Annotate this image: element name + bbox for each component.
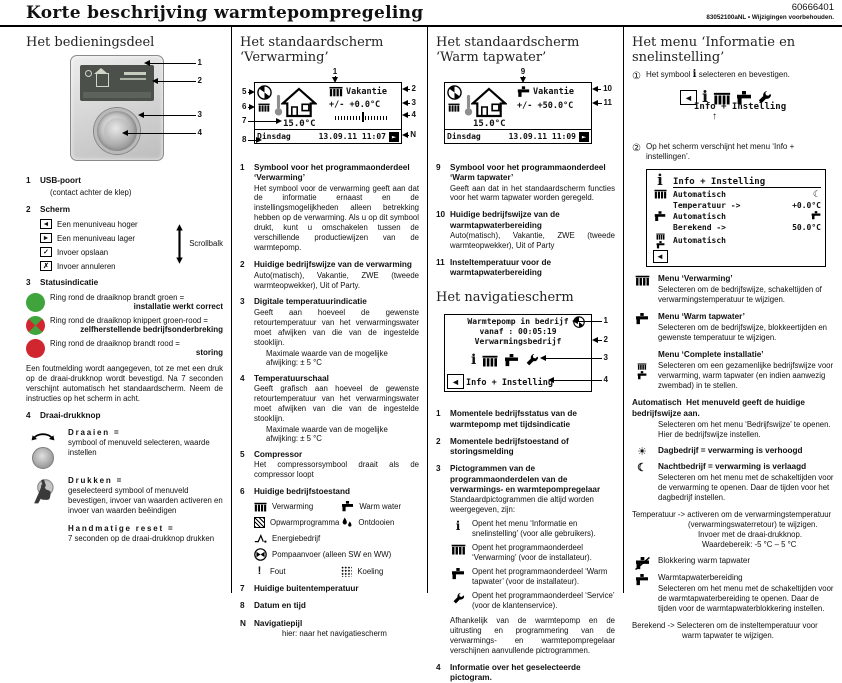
callout-4: 4	[548, 376, 610, 384]
lcd-tapwater	[444, 82, 592, 144]
back-arrow-icon: ◄	[653, 250, 668, 263]
tap-blocked-icon	[635, 557, 650, 570]
callout-9: 9	[520, 67, 526, 83]
temperatuur-section: Temperatuur -> activeren om de verwarmingstemperatuur (verwarmingswaterretour) te wijzigen.	[632, 509, 832, 530]
scherm-title: Scherm	[40, 205, 71, 215]
device-display	[80, 65, 154, 101]
icon-row-figure	[680, 89, 834, 137]
tap-icon	[504, 354, 519, 367]
tap-icon	[637, 371, 647, 380]
press-hand-icon	[30, 478, 56, 504]
nav-display-figure	[436, 310, 615, 402]
picto-service: Opent het programmaonderdeel ‘Service’ (voor de klantenservice).	[450, 591, 615, 611]
sun-icon: ☀	[637, 445, 647, 458]
state-warmwater: Warm water	[341, 501, 419, 512]
callout-N: N	[402, 131, 418, 139]
house-icon	[281, 87, 317, 118]
green-ring-icon	[26, 293, 45, 312]
tap-icon	[451, 568, 465, 580]
house-icon	[471, 87, 507, 118]
save-icon: ✓	[40, 247, 52, 257]
state-fout: ! Fout	[254, 566, 339, 577]
scherm-item: ✗ Invoer annuleren	[40, 261, 171, 271]
section-6: 6 Huidige bedrijfstoestand Verwarming Warm water Opwarmprogramma Ontdooien Energiebedrijf Pompaanvoer (alleen SW en WW) ! Fout Koeling	[240, 487, 419, 577]
device-body	[70, 55, 164, 161]
state-verwarming: Verwarming	[254, 501, 339, 512]
callout-2: 2	[402, 85, 418, 93]
callout-3: 3	[138, 111, 204, 119]
callout-7: 7	[240, 117, 282, 125]
col1-title: Het bedieningsdeel	[26, 35, 155, 50]
callout-3: 3	[402, 99, 418, 107]
step-1: ① Het symbool i selecteren en bevestigen.	[632, 69, 790, 82]
callout-5: 5	[240, 88, 255, 96]
column-info-snelinstelling	[623, 27, 842, 641]
radiator-icon	[637, 363, 647, 370]
tap-icon	[341, 501, 354, 512]
radiator-icon	[635, 275, 650, 286]
info-icon: i	[471, 352, 477, 369]
callout-3: 3	[540, 354, 610, 362]
usb-note: (contact achter de klep)	[50, 188, 132, 198]
tap-icon	[811, 211, 821, 220]
picto-verwarming: Opent het programmaonderdeel ‘Verwarming’ (voor de installateur).	[450, 543, 615, 563]
iconbar-label: Info + Instelling	[694, 102, 787, 112]
col3-title: Het standaardscherm ‘Warm tapwater’	[436, 35, 580, 65]
temp-offset: +/- +0.0°C	[329, 100, 381, 110]
status-note: Een foutmelding wordt aangegeven, tot ze met een druk op de draai-drukknop wordt bevestigd. Na 7 seconden verschijnt automatisch het standaardscherm. Neem de instructies op het scherm in acht.	[26, 363, 223, 403]
green-red-ring-icon	[26, 316, 45, 335]
picto-info: i Opent het menu ‘Informatie en snelinstelling’ (voor alle gebruikers).	[450, 519, 615, 539]
state-koeling: Koeling	[341, 566, 419, 577]
callout-10: 10	[592, 85, 614, 93]
section-7: 7 Huidige buitentemperatuur	[240, 584, 359, 594]
callout-1: 1	[332, 67, 338, 83]
picto-tapwater: Opent het programmaonderdeel ‘Warm tapwater’ (voor de installateur).	[450, 567, 615, 587]
callout-6: 6	[240, 103, 255, 111]
back-arrow-icon: ◄	[447, 374, 464, 389]
nav-title: Het navigatiescherm	[436, 290, 574, 306]
verwarming-display-figure	[240, 67, 419, 156]
energy-icon	[254, 533, 267, 543]
heatprogram-icon	[254, 517, 265, 528]
red-ring-icon	[26, 339, 45, 358]
compressor-icon	[447, 85, 462, 100]
wrench-icon	[525, 353, 539, 367]
knob-icon	[32, 447, 54, 469]
rotate-arrow-icon	[30, 429, 56, 441]
callout-2: 2	[592, 336, 610, 344]
blokkering-section: Blokkering warm tapwater	[632, 556, 834, 570]
section-3: 3 Digitale temperatuurindicatie Geeft aan hoeveel de gewenste retourtemperatuur van het verwarmingswater moet afwijken van die van de ingestelde stooklijn. Maximale waarde van de mogelijke afwijking: ± 5 °C	[240, 297, 419, 367]
state-pompaanvoer: Pompaanvoer (alleen SW en WW)	[254, 548, 419, 561]
page-title: Korte beschrijving warmtepompregeling	[26, 3, 424, 23]
scherm-item: ◄ Een menuniveau hoger	[40, 219, 171, 229]
nav-line2: vanaf : 00:05:19	[479, 327, 557, 337]
cooling-icon	[341, 566, 352, 577]
section-10: 10 Huidige bedrijfswijze van de warmtapwaterbereiding Auto(matisch), Vakantie, ZWE (tweede warmteopwekker), Uit of Party	[436, 210, 615, 250]
tap-icon	[656, 241, 665, 249]
scrollbar-icon	[175, 224, 184, 264]
section-usb: 1 USB-poort (contact achter de klep)	[26, 176, 223, 198]
knob-title: Draai-drukknop	[40, 410, 101, 420]
column-bedieningsdeel	[0, 27, 231, 593]
menu-row: Automatisch	[651, 211, 821, 222]
nachtbedrijf-section: ☾ Nachtbedrijf = verwarming is verlaagd Selecteren om het menu met de schakeltijden voor de verwarming te openen. Daar de tijden voor het dagbedrijf instellen.	[632, 462, 834, 503]
tap-icon	[654, 211, 666, 222]
callout-8: 8	[240, 136, 262, 144]
section-8: 8 Datum en tijd	[240, 601, 306, 611]
automatisch-section: Automatisch Het menuveld geeft de huidige bedrijfswijze aan. Selecteren om het menu ‘Bedrijfswijze’ te openen. Hier de bedrijfswijze instellen.	[632, 398, 831, 439]
callout-11: 11	[592, 99, 614, 107]
doc-number: 60666401	[791, 2, 834, 13]
column-warm-tapwater	[427, 27, 623, 682]
info-instelling-menu	[646, 169, 826, 267]
column-verwarming	[231, 27, 427, 638]
wrench-icon	[452, 592, 465, 605]
menu-up-icon: ◄	[40, 219, 52, 229]
nav-footer: Info + Instelling	[466, 378, 553, 389]
tapwater-display-figure	[436, 67, 615, 156]
menu-complete-section: Menu ‘Complete installatie’ Selecteren om een gezamenlijke bedrijfswijze voor verwarming, warm tapwater (en indien aanwezig zwembad) in te stellen.	[632, 350, 834, 391]
state-energiebedrijf: Energiebedrijf	[254, 533, 339, 543]
knob-press-row: Drukken = geselecteerd symbool of menuveld bevestigen, invoer van waarden activeren en invoer van waarden beëindigen Handmatige reset = 7 seconden op de draai-drukknop drukken	[26, 476, 223, 544]
tap-icon	[635, 313, 649, 325]
dagbedrijf-section: ☀ Dagbedrijf = verwarming is verhoogd	[632, 446, 834, 458]
page-header	[0, 0, 842, 27]
menu-down-icon: ►	[40, 233, 52, 243]
info-icon: i	[692, 69, 697, 80]
info-icon: i	[455, 519, 461, 534]
menu-header: Info + Instelling	[673, 177, 821, 188]
section-2: 2 Huidige bedrijfswijze van de verwarming Auto(matisch), Vakantie, ZWE (tweede warmteopwekker), Uit of Party.	[240, 260, 419, 290]
nav-arrow-button: ►	[579, 132, 589, 142]
step-2: ② Op het scherm verschijnt het menu ‘Info + instellingen’.	[632, 142, 795, 162]
outdoor-temp: 15.0°C	[473, 119, 506, 129]
complete-installation-icon	[651, 233, 669, 249]
status-item-red: Ring rond de draaiknop brandt rood = storing	[26, 339, 223, 358]
up-arrow-icon: ↑	[712, 111, 717, 122]
nav-arrow-button: ►	[389, 132, 399, 142]
state-opwarmprogramma: Opwarmprogramma	[254, 517, 339, 528]
tap-icon	[517, 86, 530, 98]
lcd-verwarming	[254, 82, 402, 144]
menu-row: Temperatuur -> +0.0°C	[673, 200, 821, 210]
usb-title: USB-poort	[40, 176, 81, 185]
temp-line3: Waardebereik: -5 °C – 5 °C	[702, 540, 797, 550]
display-datetime: 13.09.11 11:09	[508, 132, 576, 141]
knob-rotate-row: Draaien = symbool of menuveld selecteren, waarde instellen	[26, 428, 223, 469]
mode-label: Vakantie	[533, 87, 574, 97]
control-panel-photo	[26, 55, 223, 169]
info-icon: i	[657, 170, 663, 189]
display-datetime: 13.09.11 11:07	[318, 132, 386, 141]
display-day: Dinsdag	[257, 132, 291, 141]
radiator-icon	[448, 103, 460, 112]
complete-installation-icon	[632, 350, 652, 391]
menu-row: Automatisch ☾	[651, 189, 821, 200]
section-scherm: 2 Scherm ◄ Een menuniveau hoger ► Een menuniveau lager ✓ Invoer opslaan ✗ Invoer annuleren Scrollbalk	[26, 205, 223, 271]
state-ontdooien: Ontdooien	[341, 517, 419, 528]
section-11: 11 Insteltemperatuur voor de warmtapwaterbereiding	[436, 257, 552, 278]
mode-label: Vakantie	[346, 86, 387, 97]
callout-2: 2	[152, 77, 204, 85]
bereiding-section: Warmtapwaterbereiding Selecteren om het menu met de schakeltijden voor de warmtapwaterbereiding te openen. Daar de tijden voor de warmtapwaterblokkering instellen.	[632, 573, 834, 614]
section-status: 3 Statusindicatie	[26, 278, 223, 288]
display-day: Dinsdag	[447, 132, 481, 141]
menu-row: Berekend -> 50.0°C	[673, 222, 821, 232]
nav-section-1: 1 Momentele bedrijfsstatus van de warmtepomp met tijdsindicatie	[436, 409, 577, 429]
temp-set: +/- +50.0°C	[517, 101, 574, 111]
radiator-icon	[329, 86, 343, 97]
callout-4: 4	[402, 111, 418, 119]
menu-verwarming-section: Menu ‘Verwarming’ Selecteren om de bedrijfswijze, schakeltijden of verwarmingstemperatuur te wijzigen.	[632, 274, 834, 305]
temp-scale	[335, 112, 389, 122]
section-9: 9 Symbool voor het programmaonderdeel ‘Warm tapwater’ Geeft aan dat in het standaardscherm functies voor het warm tapwater worden geregeld.	[436, 163, 615, 203]
nav-section-4: 4 Informatie over het geselecteerde pictogram.	[436, 662, 581, 682]
radiator-icon	[254, 502, 267, 512]
radiator-icon	[258, 103, 270, 112]
berekend-section: Berekend -> Selecteren om de insteltemperatuur voor warm tapwater te wijzigen.	[632, 621, 818, 641]
callout-1: 1	[572, 317, 610, 325]
col2-title: Het standaardscherm ‘Verwarming’	[240, 35, 384, 65]
status-item-green: Ring rond de draaiknop brandt groen = installatie werkt correct	[26, 293, 223, 312]
section-N: N Navigatiepijl hier: naar het navigatiescherm	[240, 618, 387, 638]
cancel-icon: ✗	[40, 261, 52, 271]
menu-row: Automatisch	[651, 233, 821, 249]
temp-line2: Invoer met de draai-drukknop.	[698, 530, 803, 540]
scrollbar-label: Scrollbalk	[189, 239, 223, 249]
back-arrow-icon: ◄	[680, 90, 697, 105]
moon-icon: ☾	[637, 461, 647, 474]
doc-ref: 83052100aNL • Wijzigingen voorbehouden.	[706, 13, 834, 21]
defrost-icon	[341, 517, 353, 528]
radiator-icon	[656, 233, 665, 240]
outdoor-temp: 15.0°C	[283, 119, 316, 129]
callout-1: 1	[144, 59, 204, 67]
status-title: Statusindicatie	[40, 278, 99, 288]
col4-title: Het menu ‘Informatie en snelinstelling’	[632, 35, 796, 65]
nav-line1: Warmtepomp in bedrijf	[467, 317, 569, 327]
compressor-icon	[257, 85, 272, 100]
section-knob: 4 Draai-drukknop	[26, 411, 223, 421]
status-item-green-red: Ring rond de draaiknop knippert groen-rood = zelfherstellende bedrijfsonderbreking	[26, 316, 223, 335]
section-4: 4 Temperatuurschaal Geeft grafisch aan hoeveel de gewenste retourtemperatuur van het verwarmingswater moet afwijken van die van de ingestelde stooklijn. Maximale waarde van de mogelijke afwijking: ± 5 °C	[240, 373, 419, 443]
section-1: 1 Symbool voor het programmaonderdeel ‘Verwarming’ Het symbool voor de verwarming geeft aan dat de informatie ernaast en de instellingsmogelijkheden alleen betrekking hebben op de verwarming. Als u op dit symbool drukt, kunt u omschakelen tussen de verschillende productiewijzen van de warmtepomp.	[240, 163, 419, 253]
tap-icon	[635, 574, 649, 586]
error-icon: !	[257, 565, 262, 578]
radiator-icon	[482, 355, 498, 367]
moon-icon: ☾	[812, 188, 821, 199]
section-5: 5 Compressor Het compressorsymbool draait als de compressor loopt	[240, 449, 419, 479]
scherm-item: ✓ Invoer opslaan	[40, 247, 171, 257]
menu-tapwater-section: Menu ‘Warm tapwater’ Selecteren om de bedrijfswijze, blokkeertijden en gewenste temperatuur te wijzigen.	[632, 312, 834, 343]
info-icon: i	[702, 87, 709, 106]
radiator-icon	[451, 544, 466, 555]
radiator-icon	[654, 189, 667, 199]
callout-4: 4	[122, 129, 204, 137]
nav-section-2: 2 Momentele bedrijfstoestand of storingsmelding	[436, 436, 569, 457]
nav-section-3: 3 Pictogrammen van de programmaonderdelen van de verwarmings- en warmtepompregelaar Standaardpictogrammen die altijd worden weergegeven, zijn: i Opent het menu ‘Informatie en snelinstelling’ (voor alle gebruikers). Opent het programmaonderdeel ‘Verwarming’ (voor de installateur). Opent het programmaonderdeel ‘Warm tapwater’ (voor de installateur). Opent het programmaonderdeel ‘Service’ (voor de klantenservice). Afhankelijk van de warmtepomp en de uitrusting en programmering van de verwarmings- en warmtepompregelaar verschijnen aanvullende pictrogrammen.	[436, 464, 615, 655]
scherm-item: ► Een menuniveau lager	[40, 233, 171, 243]
nav-line3: Verwarmingsbedrijf	[474, 337, 562, 347]
pump-icon	[254, 548, 267, 561]
